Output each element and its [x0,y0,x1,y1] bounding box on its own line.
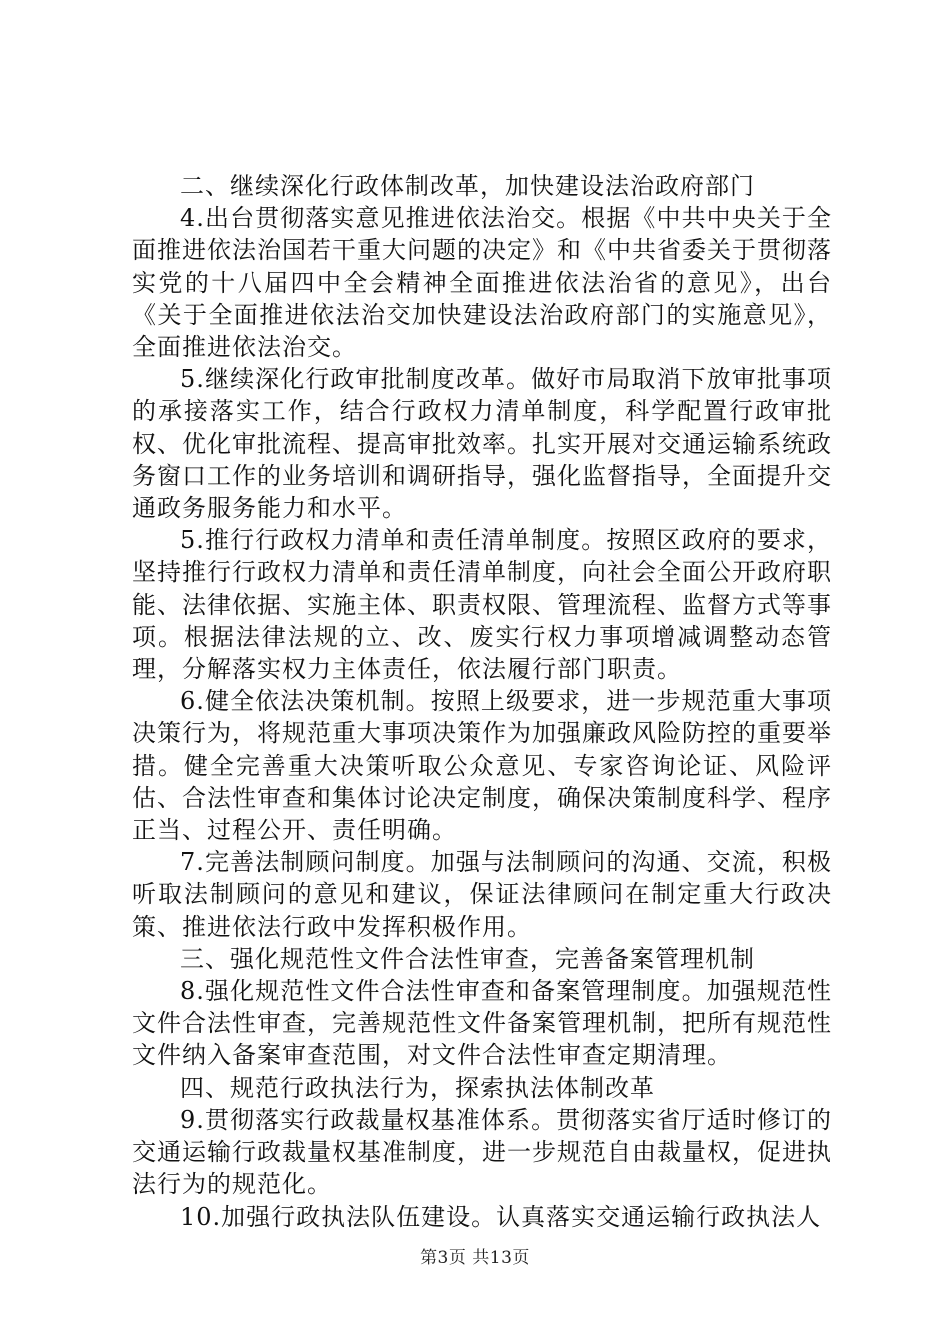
document-body [132,170,832,1233]
paragraph-item-6: 6.健全依法决策机制。按照上级要求，进一步规范重大事项决策行为，将规范重大事项决策作为加强廉政风险防控的重要举措。健全完善重大决策听取公众意见、专家咨询论证、风险评估、合法性审查和集体讨论决定制度，确保决策制度科学、程序正当、过程公开、责任明确。 [132,687,832,845]
paragraph-item-7: 7.完善法制顾问制度。加强与法制顾问的沟通、交流，积极听取法制顾问的意见和建议，保证法律顾问在制定重大行政决策、推进依法行政中发挥积极作用。 [132,848,832,941]
page-number-footer: 第3页 共13页 [420,1248,530,1268]
section-heading-2: 二、继续深化行政体制改革，加快建设法治政府部门 [180,172,755,200]
section-heading-3: 三、强化规范性文件合法性审查，完善备案管理机制 [180,944,755,973]
paragraph-item-8: 8.强化规范性文件合法性审查和备案管理制度。加强规范性文件合法性审查，完善规范性文件备案管理机制，把所有规范性文件纳入备案审查范围，对文件合法性审查定期清理。 [132,977,832,1070]
paragraph-item-10: 10.加强行政执法队伍建设。认真落实交通运输行政执法人 [180,1202,822,1231]
paragraph-item-9: 9.贯彻落实行政裁量权基准体系。贯彻落实省厅适时修订的交通运输行政裁量权基准制度，进一步规范自由裁量权，促进执法行为的规范化。 [132,1105,832,1199]
paragraph-item-5a: 5.继续深化行政审批制度改革。做好市局取消下放审批事项的承接落实工作，结合行政权力清单制度，科学配置行政审批权、优化审批流程、提高审批效率。扎实开展对交通运输系统政务窗口工作的业务培训和调研指导，强化监督指导，全面提升交通政务服务能力和水平。 [132,365,832,523]
paragraph-item-5b: 5.推行行政权力清单和责任清单制度。按照区政府的要求，坚持推行行政权力清单和责任清单制度，向社会全面公开政府职能、法律依据、实施主体、职责权限、管理流程、监督方式等事项。根据法律法规的立、改、废实行权力事项增减调整动态管理，分解落实权力主体责任，依法履行部门职责。 [132,526,832,684]
section-heading-4: 四、规范行政执法行为，探索执法体制改革 [180,1073,655,1102]
paragraph-item-4: 4.出台贯彻落实意见推进依法治交。根据《中共中央关于全面推进依法治国若干重大问题的决定》和《中共省委关于贯彻落实党的十八届四中全会精神全面推进依法治省的意见》，出台《关于全面推进依法治交加快建设法治政府部门的实施意见》，全面推进依法治交。 [132,204,832,362]
